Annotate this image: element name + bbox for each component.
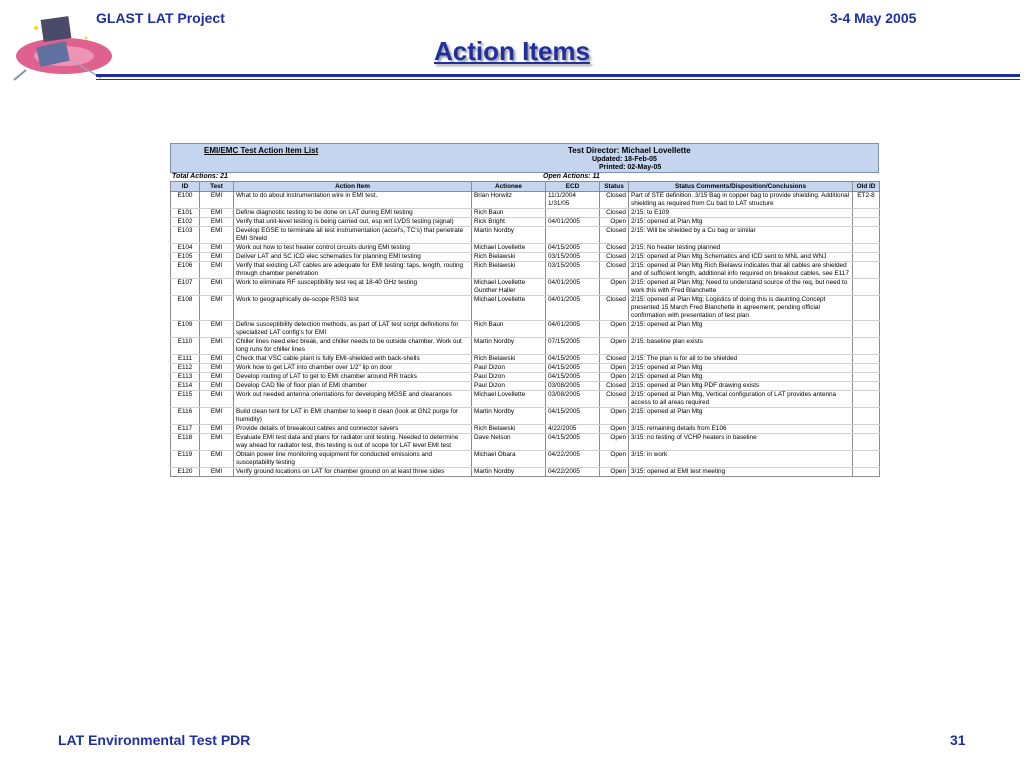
cell-action-item: Work out how to test heater control circuits during EMI testing [234, 244, 472, 253]
table-row [171, 244, 880, 253]
totals-row [170, 173, 879, 181]
cell-status: Closed [600, 382, 629, 391]
cell-actionee: Martin Nordby [472, 338, 546, 355]
col-action-item: Action Item [234, 182, 472, 192]
cell-ecd: 03/15/2005 [546, 262, 600, 279]
cell-test: EMI [200, 425, 234, 434]
cell-ecd: 04/01/2005 [546, 218, 600, 227]
cell-id: E119 [171, 451, 200, 468]
cell-comments: 2/15: opened at Plan Mtg [629, 364, 853, 373]
cell-status: Closed [600, 262, 629, 279]
cell-comments: Part of STE definition. 3/15 Bag in copper bag to provide shielding. Additional shielding as required from Cu bad to LAT structure [629, 192, 853, 209]
table-row [171, 451, 880, 468]
table-row [171, 218, 880, 227]
header-rule-thin [96, 79, 1020, 80]
cell-actionee: Michael Obara [472, 451, 546, 468]
cell-action-item: Provide details of breeakout cables and connector savers [234, 425, 472, 434]
cell-old-id [853, 209, 880, 218]
open-actions: Open Actions: 11 [543, 173, 600, 180]
cell-action-item: Work how to get LAT into chamber over 1/2" lip on door [234, 364, 472, 373]
table-row [171, 253, 880, 262]
table-row [171, 408, 880, 425]
cell-old-id [853, 279, 880, 296]
cell-old-id [853, 382, 880, 391]
col-id: ID [171, 182, 200, 192]
cell-id: E114 [171, 382, 200, 391]
cell-id: E106 [171, 262, 200, 279]
cell-test: EMI [200, 296, 234, 321]
table-row [171, 382, 880, 391]
cell-old-id [853, 296, 880, 321]
cell-status: Open [600, 425, 629, 434]
cell-id: E111 [171, 355, 200, 364]
cell-test: EMI [200, 451, 234, 468]
cell-action-item: Work out needed antenna orientations for developing MGSE and clearances [234, 391, 472, 408]
cell-test: EMI [200, 382, 234, 391]
cell-actionee: Dave Nelson [472, 434, 546, 451]
page-number: 31 [950, 732, 966, 748]
header-rule [96, 74, 1020, 77]
cell-action-item: Build clean tent for LAT in EMI chamber to keep it clean (look at GN2 purge for humidity) [234, 408, 472, 425]
cell-actionee: Michael Lovellette Gunther Haller [472, 279, 546, 296]
updated-date: Updated: 18-Feb-05 [592, 156, 657, 163]
cell-action-item: Verify that existing LAT cables are adequate for EMI testing: taps, length, routing through chamber penetration [234, 262, 472, 279]
cell-comments: 2/15: No heater testing planned [629, 244, 853, 253]
cell-status: Closed [600, 244, 629, 253]
cell-comments: 2/15: to E109 [629, 209, 853, 218]
cell-old-id [853, 321, 880, 338]
cell-actionee: Michael Lovellette [472, 391, 546, 408]
cell-test: EMI [200, 244, 234, 253]
cell-actionee: Martin Nordby [472, 468, 546, 477]
cell-old-id: ET2-8 [853, 192, 880, 209]
project-name: GLAST LAT Project [96, 10, 225, 26]
cell-old-id [853, 468, 880, 477]
cell-old-id [853, 227, 880, 244]
cell-actionee: Rich Bielawski [472, 253, 546, 262]
cell-comments: 2/15: Will be shielded by a Cu bag or similar [629, 227, 853, 244]
cell-action-item: What to do about instrumentation wire in EMI test. [234, 192, 472, 209]
cell-ecd: 03/08/2005 [546, 391, 600, 408]
cell-ecd: 04/22/2005 [546, 468, 600, 477]
cell-test: EMI [200, 364, 234, 373]
cell-id: E118 [171, 434, 200, 451]
cell-ecd: 4/22/2005 [546, 425, 600, 434]
cell-id: E109 [171, 321, 200, 338]
cell-comments: 2/15: opened at Plan Mtg Rich Bielawsi indicates that all cables are shielded and of sufficient length, additional info required on breakout cables, see E117 [629, 262, 853, 279]
cell-status: Open [600, 434, 629, 451]
table-row [171, 192, 880, 209]
cell-actionee: Brian Horwitz [472, 192, 546, 209]
table-row [171, 262, 880, 279]
cell-ecd: 04/01/2005 [546, 296, 600, 321]
cell-actionee: Rich Bielawski [472, 425, 546, 434]
cell-action-item: Deliver LAT and SC ICD elec schematics for planning EMI testing [234, 253, 472, 262]
cell-ecd [546, 209, 600, 218]
table-row [171, 364, 880, 373]
cell-test: EMI [200, 262, 234, 279]
col-test: Test [200, 182, 234, 192]
cell-action-item: Develop CAD file of floor plan of EMI chamber [234, 382, 472, 391]
cell-id: E108 [171, 296, 200, 321]
cell-test: EMI [200, 192, 234, 209]
table-row [171, 425, 880, 434]
table-row [171, 391, 880, 408]
cell-ecd: 11/1/2004 1/31/05 [546, 192, 600, 209]
cell-test: EMI [200, 253, 234, 262]
cell-test: EMI [200, 434, 234, 451]
table-header-row [171, 182, 880, 192]
cell-id: E100 [171, 192, 200, 209]
cell-id: E110 [171, 338, 200, 355]
cell-actionee: Rich Bielawski [472, 262, 546, 279]
cell-id: E116 [171, 408, 200, 425]
cell-comments: 2/15: opened at Plan Mtg [629, 408, 853, 425]
col-comments: Status Comments/Disposition/Conclusions [629, 182, 853, 192]
cell-id: E113 [171, 373, 200, 382]
cell-ecd: 04/15/2005 [546, 408, 600, 425]
cell-action-item: Verify ground locations on LAT for chamber ground on at least three sides [234, 468, 472, 477]
cell-actionee: Paul Dizon [472, 373, 546, 382]
cell-id: E102 [171, 218, 200, 227]
cell-actionee: Martin Nordby [472, 227, 546, 244]
table-row [171, 209, 880, 218]
cell-old-id [853, 355, 880, 364]
page-title: Action Items [433, 36, 591, 66]
cell-status: Open [600, 373, 629, 382]
cell-test: EMI [200, 338, 234, 355]
cell-id: E104 [171, 244, 200, 253]
cell-status: Closed [600, 192, 629, 209]
cell-comments: 2/15: The plan is for all to be shielded [629, 355, 853, 364]
cell-ecd: 03/15/2005 [546, 253, 600, 262]
cell-status: Open [600, 218, 629, 227]
cell-old-id [853, 244, 880, 253]
cell-action-item: Develop EGSE to terminate all test instrumentation (accel's, TC's) that penetrate EMI Shield [234, 227, 472, 244]
cell-comments: 2/15: opened at Plan Mtg; Logistics of doing this is daunting Concept presented 15 March Fred Blanchette in agreement, pending official confirmation with presentation of test plan [629, 296, 853, 321]
cell-comments: 3/15: opened at EMI test meeting [629, 468, 853, 477]
cell-actionee: Martin Nordby [472, 408, 546, 425]
cell-ecd: 04/15/2005 [546, 355, 600, 364]
test-director: Test Director: Michael Lovellette [568, 146, 691, 155]
cell-status: Open [600, 468, 629, 477]
cell-ecd: 04/22/2005 [546, 451, 600, 468]
cell-old-id [853, 338, 880, 355]
cell-actionee: Paul Dizon [472, 364, 546, 373]
cell-old-id [853, 218, 880, 227]
cell-ecd: 04/01/2005 [546, 279, 600, 296]
cell-comments: 2/15: opened at Plan Mtg Schematics and ICD sent to MNL and WNJ [629, 253, 853, 262]
table-row [171, 338, 880, 355]
cell-action-item: Work to eliminate RF susceptibility test req at 18-40 GHz testing [234, 279, 472, 296]
presentation-date: 3-4 May 2005 [830, 10, 917, 26]
cell-actionee: Paul Dizon [472, 382, 546, 391]
cell-comments: 3/15: in work [629, 451, 853, 468]
table-row [171, 296, 880, 321]
cell-comments: 2/15: opened at Plan Mtg [629, 373, 853, 382]
cell-action-item: Evaluate EMI test data and plans for radiator unit testing. Needed to determine way ahead for radiator test, this testing is out of scope for LAT level EMI test [234, 434, 472, 451]
cell-action-item: Obtain power line monitoring equipment for conducted emissions and susceptability testing [234, 451, 472, 468]
cell-comments: 3/15: no testing of VCHP heaters in baseline [629, 434, 853, 451]
cell-test: EMI [200, 391, 234, 408]
cell-comments: 2/15: opened at Plan Mtg, Vertical configuration of LAT provides antenna access to all areas required [629, 391, 853, 408]
cell-action-item: Develop routing of LAT to get to EMI chamber around RR tracks [234, 373, 472, 382]
cell-old-id [853, 425, 880, 434]
table-row [171, 468, 880, 477]
cell-status: Closed [600, 253, 629, 262]
col-ecd: ECD [546, 182, 600, 192]
cell-comments: 2/15: opened at Plan Mtg PDF drawing exists [629, 382, 853, 391]
cell-status: Closed [600, 227, 629, 244]
printed-date: Printed: 02-May-05 [599, 164, 662, 171]
cell-id: E103 [171, 227, 200, 244]
cell-ecd: 04/15/2005 [546, 244, 600, 253]
cell-old-id [853, 373, 880, 382]
cell-id: E101 [171, 209, 200, 218]
cell-test: EMI [200, 373, 234, 382]
cell-comments: 3/15: remaining details from E106 [629, 425, 853, 434]
cell-status: Closed [600, 209, 629, 218]
sheet-banner [170, 143, 879, 173]
cell-id: E112 [171, 364, 200, 373]
cell-status: Open [600, 321, 629, 338]
cell-status: Open [600, 279, 629, 296]
cell-action-item: Work to geographically de-scope RS03 test [234, 296, 472, 321]
cell-actionee: Rick Bright [472, 218, 546, 227]
cell-id: E117 [171, 425, 200, 434]
cell-id: E107 [171, 279, 200, 296]
cell-old-id [853, 391, 880, 408]
table-row [171, 434, 880, 451]
cell-ecd: 04/01/2005 [546, 321, 600, 338]
cell-action-item: Check that VSC cable plant is fully EMI-shielded with back-shells [234, 355, 472, 364]
cell-status: Open [600, 364, 629, 373]
cell-old-id [853, 408, 880, 425]
cell-ecd [546, 227, 600, 244]
cell-comments: 2/15: opened at Plan Mtg; Need to understand source of the req, but need to work this with Fred Blanchette [629, 279, 853, 296]
cell-test: EMI [200, 218, 234, 227]
cell-id: E120 [171, 468, 200, 477]
cell-test: EMI [200, 408, 234, 425]
footer-event: LAT Environmental Test PDR [58, 732, 251, 748]
cell-ecd: 04/15/2005 [546, 373, 600, 382]
cell-comments: 2/15: opened at Plan Mtg [629, 218, 853, 227]
total-actions: Total Actions: 21 [172, 173, 228, 180]
cell-old-id [853, 253, 880, 262]
cell-old-id [853, 434, 880, 451]
cell-actionee: Rich Baun [472, 321, 546, 338]
list-title: EMI/EMC Test Action Item List [204, 146, 319, 155]
cell-test: EMI [200, 279, 234, 296]
cell-comments: 2/15: baseline plan exists [629, 338, 853, 355]
cell-actionee: Rich Baun [472, 209, 546, 218]
cell-status: Open [600, 451, 629, 468]
cell-status: Closed [600, 296, 629, 321]
cell-test: EMI [200, 227, 234, 244]
cell-comments: 2/15: opened at Plan Mtg [629, 321, 853, 338]
cell-test: EMI [200, 321, 234, 338]
cell-ecd: 03/08/2005 [546, 382, 600, 391]
cell-actionee: Michael Lovellette [472, 296, 546, 321]
cell-ecd: 04/15/2005 [546, 434, 600, 451]
cell-id: E115 [171, 391, 200, 408]
cell-actionee: Rich Bielawski [472, 355, 546, 364]
col-old-id: Old ID [853, 182, 880, 192]
table-row [171, 321, 880, 338]
action-items-table [170, 181, 880, 477]
cell-old-id [853, 262, 880, 279]
cell-ecd: 04/15/2005 [546, 364, 600, 373]
cell-status: Closed [600, 355, 629, 364]
col-actionee: Actionee [472, 182, 546, 192]
col-status: Status [600, 182, 629, 192]
cell-old-id [853, 364, 880, 373]
table-row [171, 279, 880, 296]
table-row [171, 355, 880, 364]
cell-status: Closed [600, 391, 629, 408]
cell-status: Open [600, 338, 629, 355]
table-row [171, 373, 880, 382]
cell-test: EMI [200, 209, 234, 218]
cell-ecd: 07/15/2005 [546, 338, 600, 355]
cell-test: EMI [200, 468, 234, 477]
cell-action-item: Verify that unit-level testing is being carried out, esp wrt LVDS testing (signal) [234, 218, 472, 227]
cell-id: E105 [171, 253, 200, 262]
cell-test: EMI [200, 355, 234, 364]
cell-action-item: Define diagnostic testing to be done on LAT during EMI testing [234, 209, 472, 218]
cell-status: Open [600, 408, 629, 425]
cell-action-item: Chiller lines need elec break, and chiller needs to be outside chamber. Work out long runs for chiller lines [234, 338, 472, 355]
cell-action-item: Define susceptibility detection methods, as part of LAT test script definitions for specialized LAT config's for EMI [234, 321, 472, 338]
cell-actionee: Michael Lovellette [472, 244, 546, 253]
table-row [171, 227, 880, 244]
action-item-sheet [170, 143, 879, 477]
cell-old-id [853, 451, 880, 468]
